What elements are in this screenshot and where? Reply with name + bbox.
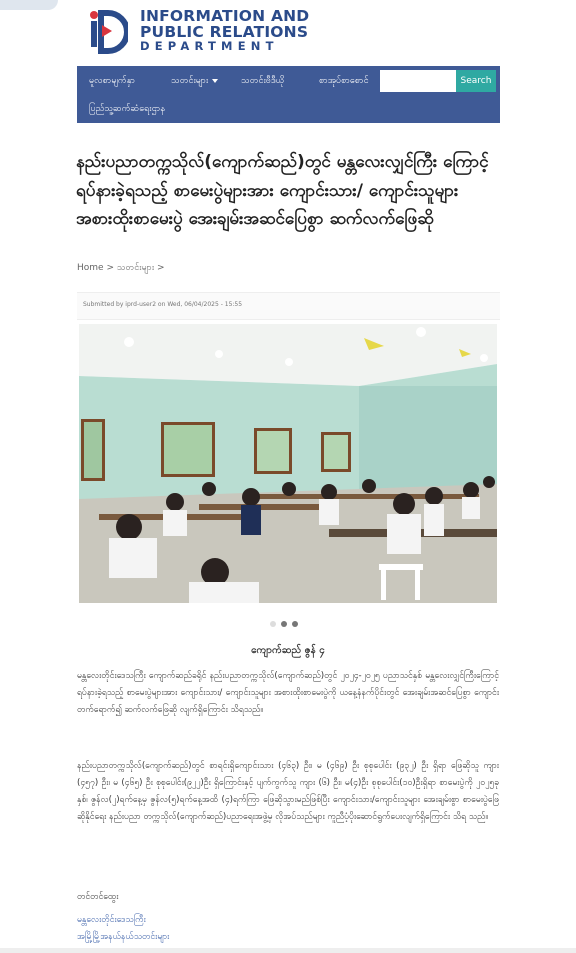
- submitted-info: Submitted by iprd-user2 on Wed, 06/04/2025 - 15:55: [77, 292, 500, 320]
- slide-dot-3[interactable]: [292, 621, 298, 627]
- nav-item-publications[interactable]: စာအုပ်စာစောင်: [319, 76, 369, 86]
- article-photo: [79, 324, 497, 603]
- nav-item-news[interactable]: [171, 75, 218, 88]
- main-nav: [77, 66, 500, 123]
- nav-item-news-label: သတင်းများ: [171, 76, 209, 86]
- tag-link-regional-news[interactable]: အမြို့မြို့အနယ်နယ်သတင်းများ: [77, 932, 170, 942]
- chevron-down-icon: [212, 79, 218, 83]
- iprd-logo-icon: [88, 7, 128, 55]
- logo-line-3: DEPARTMENT: [140, 39, 279, 54]
- nav-item-home[interactable]: မူလစာမျက်နှာ: [89, 76, 136, 86]
- nav-item-pr[interactable]: ပြည်သူ့ဆက်ဆံရေးဌာန: [89, 104, 165, 114]
- article-paragraph-2: နည်းပညာတက္ကသိုလ်(ကျောက်ဆည်)တွင် စာရင်းရှိကျောင်းသား (၄၆၃) ဦး၊ မ (၄၆၉) ဦး စုစုပေါင်း (၉၃၂) ဦး ရှိရာ ဖြေဆိုသူ ကျား (၄၅၇) ဦး၊ မ (၄၆၅) ဦး စုစုပေါင်း(၉၂၂)ဦး ရှိကြောင်းနှင့် ပျက်ကွက်သူ ကျား (၆) ဦး၊ မ(၄)ဦး စုစုပေါင်း(၁၀)ဦးရှိရာ စာမေးပွဲကို ၂၀၂၅ခုနှစ်၊ ဇွန်လ(၂)ရက်နေ့မှ ဇွန်လ(၅)ရက်နေ့အထိ (၄)ရက်ကြာ ဖြေဆိုသွားမည်ဖြစ်ပြီး ကျောင်းသား/ကျောင်းသူများ အေးချမ်းစွာ စာမေးပွဲဖြေဆိုနိုင်ရေး နည်းပညာ တက္ကသိုလ်(ကျောက်ဆည်)ပညာရေးအဖွဲ့မှ လိုအပ်သည်များ ကူညီပံ့ပိုးဆောင်ရွက်ပေးလျက်ရှိကြောင်း သိရ သည်။: [77, 761, 499, 822]
- window-corner: [0, 0, 58, 10]
- search-button[interactable]: Search: [456, 70, 496, 92]
- article-title: နည်းပညာတက္ကသိုလ်(ကျောက်ဆည်)တွင် မန္တလေးလျှင်ကြီး ကြောင့်ရပ်နားခဲ့ရသည့် စာမေးပွဲများအား ကျောင်းသား/ ကျောင်းသူများ အစားထိုးစာမေးပွဲ အေးချမ်းအဆင်ပြေစွာ ဆက်လက်ဖြေဆို: [76, 152, 489, 229]
- site-logo[interactable]: [88, 6, 309, 56]
- logo-line-1: INFORMATION AND: [140, 7, 310, 26]
- slide-dot-1[interactable]: [270, 621, 276, 627]
- slide-dot-2[interactable]: [281, 621, 287, 627]
- breadcrumb[interactable]: [77, 262, 165, 275]
- nav-item-video[interactable]: သတင်းဗီဒီယို: [241, 76, 285, 86]
- breadcrumb-text[interactable]: Home > သတင်းများ >: [77, 263, 165, 273]
- dateline-caption: ကျောက်ဆည် ဇွန် ၄: [251, 645, 325, 656]
- bottom-bar: [0, 948, 576, 953]
- logo-line-2: PUBLIC RELATIONS: [140, 22, 309, 41]
- tag-link-mandalay[interactable]: မန္တလေးတိုင်းဒေသကြီး: [77, 915, 146, 925]
- slideshow-dots: [270, 621, 298, 627]
- author-signoff: တင်တင်ထွေး: [77, 892, 119, 902]
- search-input[interactable]: [380, 70, 456, 92]
- article-paragraph-1: မန္တလေးတိုင်းဒေသကြီး ကျောက်ဆည်ခရိုင် နည်းပညာတက္ကသိုလ်(ကျောက်ဆည်)တွင် ၂၀၂၄-၂၀၂၅ ပညာသင်နှစ် မန္တလေးလျှင်ကြီးကြောင့် ရပ်နားခဲ့ရသည့် စာမေးပွဲများအား ကျောင်းသား/ ကျောင်းသူများ အစားထိုးစာမေးပွဲကို ယနေ့နံနက်ပိုင်းတွင် အေးချမ်းအဆင်ပြေစွာ ကျောင်းတက်ရောက်၍ ဆက်လက်ဖြေဆို လျက်ရှိကြောင်း သိရသည်။: [77, 671, 499, 715]
